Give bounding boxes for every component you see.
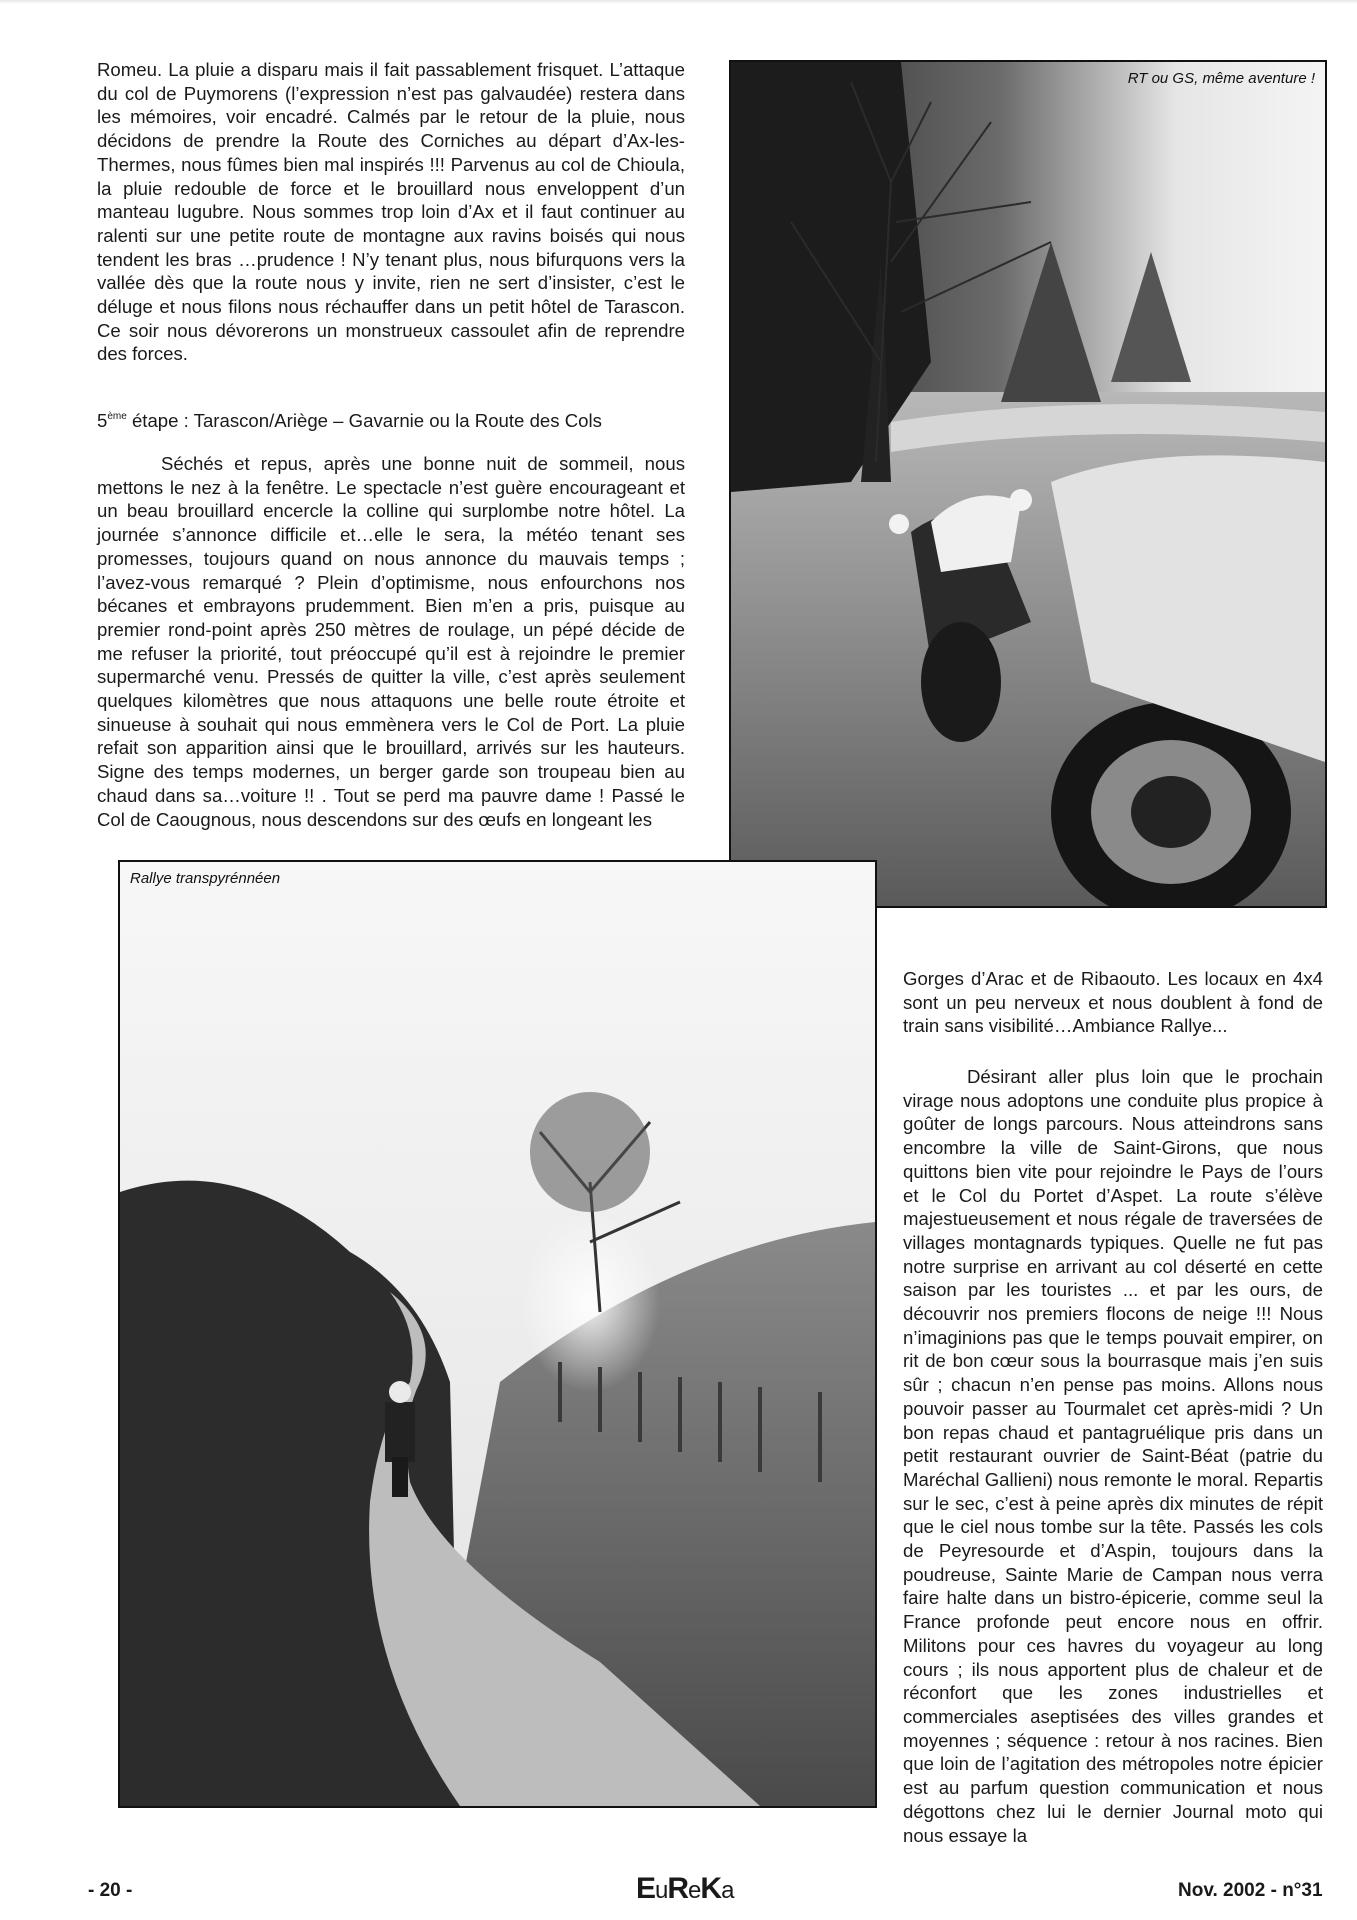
- logo-letter: a: [721, 1877, 734, 1904]
- article-paragraph-gorges: [903, 967, 1323, 1038]
- motorbikes-image: [731, 62, 1325, 906]
- paragraph-text: Désirant aller plus loin que le prochain virage nous adoptons une conduite plus propice à goûter de longs parcours. Nous atteindrons sans encombre la ville de Saint-Girons, que nous quittons bien vite pour rejoindre le Pays de l’ours et le Col du Portet d’Aspet. La route s’élève majestueusement et nous régale de traversées de villages montagnards typiques. Quelle ne fut pas notre surprise en arrivant au col déserté en cette saison par les touristes ... et par les ours, de découvrir nos premiers flocons de neige !!! Nous n’imaginions pas que le temps pouvait empirer, on rit de bon cœur sous la bourrasque mais j’en suis sûr ; chacun n’en pense pas moins. Allons nous pouvoir passer au Tourmalet cet après-midi ? Un bon repas chaud et pantagruélique pris dans un petit restaurant ouvrier de Saint-Béat (patrie du Maréchal Gallieni) nous remonte le moral. Repartis sur le sec, c’est à peine après dix minutes de répit que le ciel nous tombe sur la tête. Passés les cols de Peyresourde et d’Aspin, toujours dans la poudreuse, Sainte Marie de Campan nous verra faire halte dans un bistro-épicerie, comme seul la France profonde peut encore nous en offrir. Militons pour ces havres du voyageur au long cours ; ils nous apportent plus de chaleur et de réconfort que les zones industrielles et commerciales aseptisées des villes grandes et moyennes ; séquence : retour à nos racines. Bien que loin de l’agitation des métropoles notre épicier est au parfum question communication et nous dégottons chez lui le dernier Journal moto qui nous essaye la: [903, 1066, 1323, 1846]
- issue-info: Nov. 2002 - n°31: [1178, 1880, 1323, 1901]
- photo-motorbikes-forest: [729, 60, 1327, 908]
- photo-caption: RT ou GS, même aventure !: [1127, 70, 1315, 87]
- paragraph-text: Gorges d’Arac et de Ribaouto. Les locaux en 4x4 sont un peu nerveux et nous doublent à fond de train sans visibilité…Ambiance Rallye...: [903, 968, 1323, 1037]
- logo-letter: u: [655, 1877, 668, 1904]
- article-paragraph-stage5: [97, 452, 685, 831]
- page-number: - 20 -: [88, 1880, 133, 1901]
- stage-number: 5: [97, 410, 108, 431]
- logo-letter: R: [667, 1872, 689, 1905]
- logo-letter: e: [688, 1877, 701, 1904]
- road-image: [120, 862, 875, 1806]
- logo-letter: E: [636, 1872, 656, 1905]
- stage-heading: [97, 405, 697, 433]
- photo-rider-on-road: [118, 860, 877, 1808]
- stage-title: étape : Tarascon/Ariège – Gavarnie ou la Route des Cols: [126, 410, 602, 431]
- stage-superscript: ème: [107, 411, 127, 422]
- article-paragraph-desirant: [903, 1065, 1323, 1847]
- magazine-logo: [636, 1872, 733, 1906]
- page-top-edge: [0, 0, 1357, 4]
- paragraph-text: Romeu. La pluie a disparu mais il fait passablement frisquet. L’attaque du col de Puymorens (l’expression n’est pas galvaudée) restera dans les mémoires, voir encadré. Calmés par le retour de la pluie, nous décidons de prendre la Route des Corniches au départ d’Ax-les-Thermes, nous fûmes bien mal inspirés !!! Parvenus au col de Chioula, la pluie redouble de force et le brouillard nous enveloppent d’un manteau lugubre. Nous sommes trop loin d’Ax et il faut continuer au ralenti sur une petite route de montagne aux ravins boisés qui nous tendent les bras …prudence ! N’y tenant plus, nous bifurquons vers la vallée dès que la route nous y invite, rien ne sert d’insister, c’est le déluge et nous filons nous réchauffer dans un petit hôtel de Tarascon. Ce soir nous dévorerons un monstrueux cassoulet afin de reprendre des forces.: [97, 59, 685, 365]
- photo-caption: Rallye transpyrénnéen: [130, 870, 281, 887]
- logo-letter: K: [700, 1872, 722, 1905]
- paragraph-text: Séchés et repus, après une bonne nuit de sommeil, nous mettons le nez à la fenêtre. Le spectacle n’est guère encourageant et un beau brouillard encercle la colline qui surplombe notre hôtel. La journée s’annonce difficile et…elle le sera, la météo tenant ses promesses, toujours quand on nous annonce du mauvais temps ; l’avez-vous remarqué ? Plein d’optimisme, nous enfourchons nos bécanes et embrayons prudemment. Bien m’en a pris, puisque au premier rond-point après 250 mètres de roulage, un pépé décide de me refuser la priorité, tout préoccupé qu’il est à rejoindre le premier supermarché venu. Pressés de quitter la ville, c’est après seulement quelques kilomètres que nous attaquons une belle route étroite et sinueuse à souhait qui nous emmènera vers le Col de Port. La pluie refait son apparition ainsi que le brouillard, arrivés sur les hauteurs. Signe des temps modernes, un berger garde son troupeau bien au chaud dans sa…voiture !! . Tout se perd ma pauvre dame ! Passé le Col de Caougnous, nous descendons sur des œufs en longeant les: [97, 453, 685, 830]
- article-paragraph-intro: [97, 58, 685, 366]
